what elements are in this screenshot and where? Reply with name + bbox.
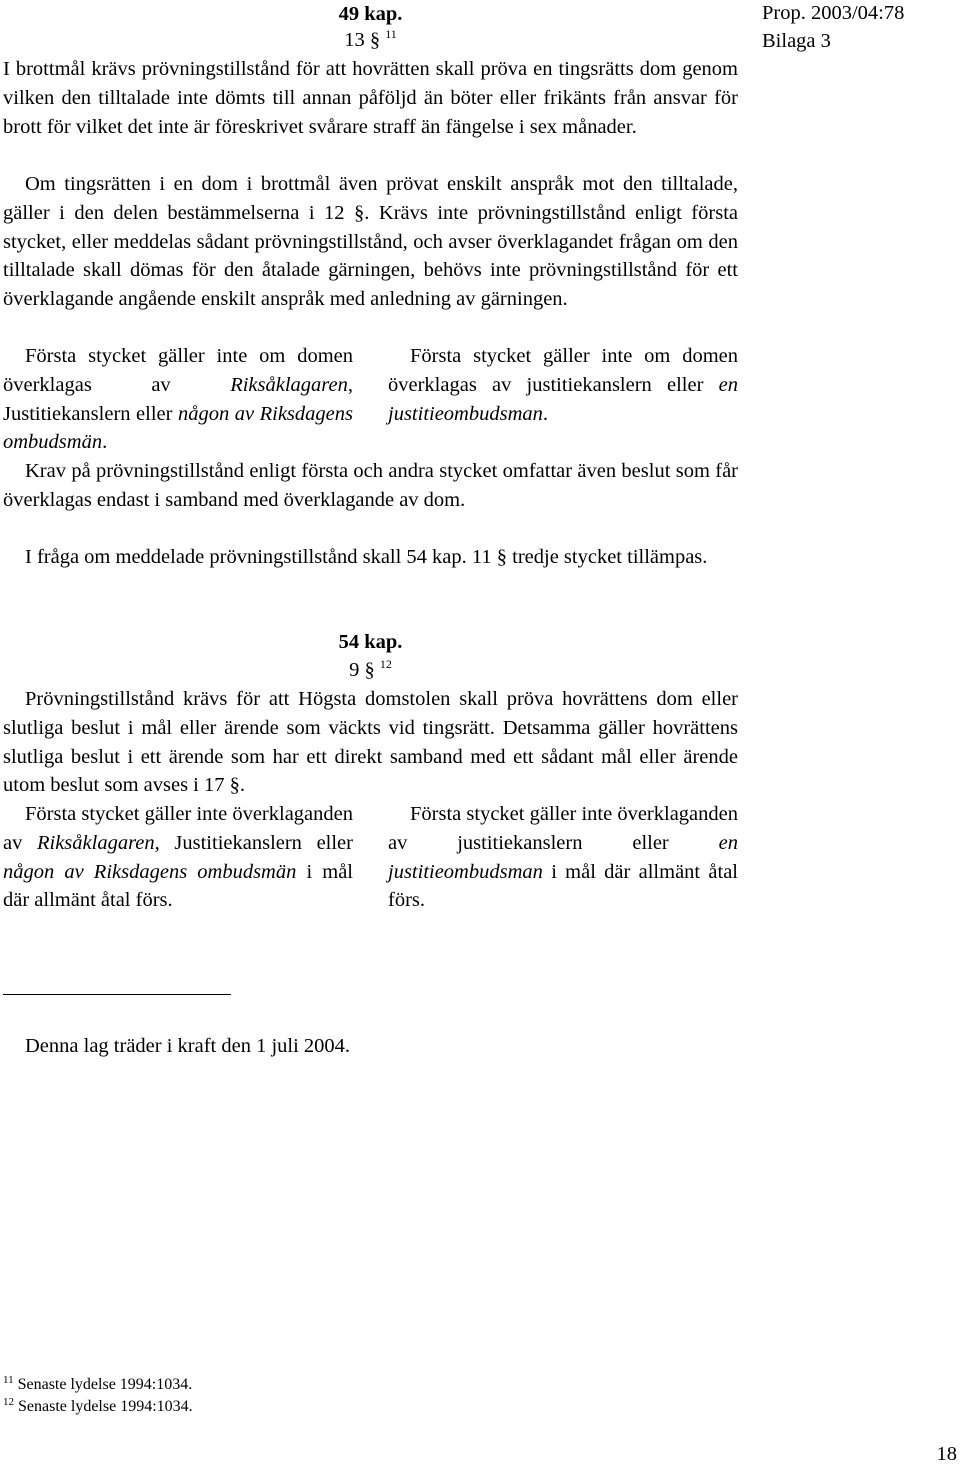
footnote-number: 12 [3, 1395, 14, 1408]
section-heading-9 [3, 656, 738, 685]
chapter-heading-49 [3, 0, 738, 29]
page-number: 18 [936, 1443, 957, 1465]
text-span: Första stycket gäller inte överklaganden av justitiekanslern eller [388, 803, 738, 854]
section-label: 13 § [344, 29, 381, 51]
footnote [3, 1395, 193, 1416]
text-span: Första stycket gäller inte om domen överklagas av justitiekanslern eller [388, 345, 738, 396]
effective-date: Denna lag träder i kraft den 1 juli 2004. [25, 1035, 351, 1057]
paragraph: I brottmål krävs prövningstillstånd för att hovrätten skall pröva en tingsrätts dom genom vilken den tilltalade inte dömts till annan påföljd än böter eller frikänts från ansvar för brott för vilket det inte är föreskrivet svårare straff än fängelse i sex månader. [3, 58, 738, 138]
footnote-text: Senaste lydelse 1994:1034. [18, 1398, 193, 1415]
text-span: Första stycket gäller inte överklaganden av [3, 803, 353, 854]
new-wording-column [388, 800, 738, 915]
text-span: . [542, 402, 549, 425]
text-span: i mål där allmänt åtal förs. [388, 860, 738, 912]
new-wording-column [388, 342, 738, 428]
footnote-number: 11 [3, 1373, 14, 1386]
footnote-ref: 11 [385, 27, 397, 42]
text-span: Första stycket gäller inte om domen överklagas av [3, 345, 353, 396]
italic-span: Riksåklagaren [230, 373, 348, 396]
paragraph: Krav på prövningstillstånd enligt första och andra stycket omfattar även beslut som får överklagas endast i samband med överklagande av dom. [3, 460, 738, 511]
divider-line [3, 994, 231, 995]
italic-span: någon av Riksdagens ombudsmän [3, 860, 297, 883]
italic-span: en justitieombudsman [388, 831, 738, 883]
footnote [3, 1373, 193, 1394]
footnote-text: Senaste lydelse 1994:1034. [17, 1376, 193, 1393]
footnote-ref: 12 [379, 657, 392, 672]
chapter-heading-text: 49 kap. [338, 3, 403, 25]
text-span: , Justitiekanslern eller [154, 831, 353, 854]
proposition-number: Prop. 2003/04:78 [762, 2, 905, 24]
old-wording-column [3, 800, 353, 915]
chapter-heading-text: 54 kap. [338, 631, 403, 653]
text-span: . [102, 431, 108, 454]
appendix-label: Bilaga 3 [762, 30, 831, 52]
section-label: 9 § [349, 659, 375, 681]
italic-span: Riksåklagaren [36, 831, 155, 854]
chapter-heading-54 [3, 628, 738, 657]
paragraph: Prövningstillstånd krävs för att Högsta domstolen skall pröva hovrättens dom eller slutliga beslut i mål eller ärende som väckts vid tingsrätt. Detsamma gäller hovrättens slutliga beslut i ett ärende som har ett direkt samband med ett sådant mål eller ärende utom beslut som avses i 17 §. [3, 688, 738, 797]
italic-span: en justitieombudsman [388, 373, 738, 425]
paragraph: I fråga om meddelade prövningstillstånd skall 54 kap. 11 § tredje stycket tillämpas. [25, 546, 708, 568]
old-wording-column [3, 342, 353, 457]
section-heading-13 [3, 26, 738, 55]
paragraph: Om tingsrätten i en dom i brottmål även prövat enskilt anspråk mot den tilltalade, gäller i den delen bestämmelserna i 12 §. Krävs inte prövningstillstånd enligt första stycket, eller meddelas sådant prövningstillstånd, och avser överklagandet frågan om den tilltalade skall dömas för den åtalade gärningen, behövs inte prövningstillstånd för ett överklagande angående enskilt anspråk med anledning av gärningen. [3, 173, 738, 311]
text-span: , Justitiekanslern eller [3, 373, 353, 425]
text-span: i mål där allmänt åtal förs. [3, 860, 353, 912]
italic-span: någon av Riksdagens ombudsmän [3, 402, 353, 454]
